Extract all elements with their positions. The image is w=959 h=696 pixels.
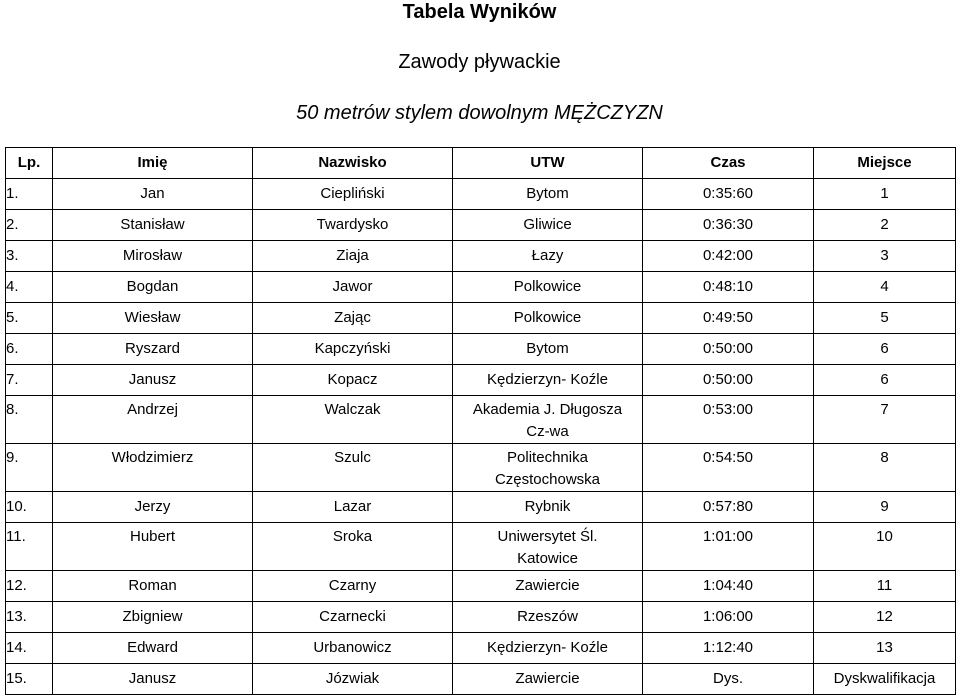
table-row <box>6 334 956 365</box>
cell-imie: Roman <box>53 571 253 602</box>
cell-miejsce: 4 <box>814 272 956 303</box>
cell-nazwisko: Kopacz <box>253 365 453 396</box>
cell-imie: Mirosław <box>53 241 253 272</box>
cell-utw <box>453 633 643 664</box>
results-table <box>5 147 956 695</box>
header-lp: Lp. <box>6 148 53 179</box>
cell-imie: Stanisław <box>53 210 253 241</box>
cell-nazwisko: Zając <box>253 303 453 334</box>
table-row <box>6 179 956 210</box>
cell-miejsce: 2 <box>814 210 956 241</box>
cell-utw-line1: Politechnika <box>507 449 588 466</box>
table-row <box>6 303 956 334</box>
cell-utw-line2: Cz-wa <box>526 423 569 440</box>
cell-utw <box>453 571 643 602</box>
table-row <box>6 272 956 303</box>
table-row <box>6 633 956 664</box>
cell-czas: 0:35:60 <box>643 179 814 210</box>
table-row <box>6 492 956 523</box>
table-row <box>6 396 956 444</box>
cell-utw-line1: Polkowice <box>513 309 582 326</box>
cell-utw <box>453 272 643 303</box>
table-row <box>6 444 956 492</box>
cell-miejsce: 5 <box>814 303 956 334</box>
cell-utw <box>453 334 643 365</box>
cell-miejsce: 9 <box>814 492 956 523</box>
cell-imie: Janusz <box>53 365 253 396</box>
cell-utw <box>453 365 643 396</box>
cell-czas: 0:42:00 <box>643 241 814 272</box>
cell-nazwisko: Jawor <box>253 272 453 303</box>
event-title: 50 metrów stylem dowolnym MĘŻCZYZN <box>296 102 663 124</box>
cell-lp: 11. <box>6 523 53 571</box>
cell-utw-line1: Gliwice <box>523 216 572 233</box>
cell-imie: Jerzy <box>53 492 253 523</box>
cell-utw-line1: Akademia J. Długosza <box>472 401 623 418</box>
cell-utw-line2: Częstochowska <box>494 471 601 488</box>
cell-utw-line1: Zawiercie <box>515 577 580 594</box>
table-row <box>6 571 956 602</box>
cell-imie: Janusz <box>53 664 253 695</box>
table-row <box>6 365 956 396</box>
cell-czas: 1:12:40 <box>643 633 814 664</box>
header-miejsce: Miejsce <box>814 148 956 179</box>
cell-utw-line1: Łazy <box>531 247 564 264</box>
cell-utw <box>453 210 643 241</box>
cell-miejsce: 3 <box>814 241 956 272</box>
table-row <box>6 602 956 633</box>
cell-imie: Bogdan <box>53 272 253 303</box>
cell-miejsce: 11 <box>814 571 956 602</box>
cell-lp: 4. <box>6 272 53 303</box>
cell-utw-line1: Polkowice <box>513 278 582 295</box>
cell-utw-line2: Katowice <box>517 550 578 567</box>
cell-lp: 15. <box>6 664 53 695</box>
cell-utw <box>453 444 643 492</box>
cell-nazwisko: Ciepliński <box>253 179 453 210</box>
results-body <box>6 179 956 695</box>
cell-nazwisko: Czarnecki <box>253 602 453 633</box>
cell-utw-line1: Uniwersytet Śl. <box>497 528 598 545</box>
table-row <box>6 241 956 272</box>
cell-imie: Jan <box>53 179 253 210</box>
cell-nazwisko: Twardysko <box>253 210 453 241</box>
cell-lp: 6. <box>6 334 53 365</box>
cell-miejsce: Dyskwalifikacja <box>814 664 956 695</box>
cell-nazwisko: Czarny <box>253 571 453 602</box>
cell-czas: 0:50:00 <box>643 334 814 365</box>
cell-utw <box>453 396 643 444</box>
cell-nazwisko: Urbanowicz <box>253 633 453 664</box>
cell-utw <box>453 179 643 210</box>
document-subtitle: Zawody pływackie <box>398 51 561 73</box>
cell-miejsce: 1 <box>814 179 956 210</box>
cell-miejsce: 6 <box>814 365 956 396</box>
cell-czas: 0:57:80 <box>643 492 814 523</box>
cell-lp: 9. <box>6 444 53 492</box>
cell-czas: 1:06:00 <box>643 602 814 633</box>
cell-utw-line1: Kędzierzyn- Koźle <box>487 371 608 388</box>
cell-imie: Zbigniew <box>53 602 253 633</box>
cell-utw-line1: Bytom <box>526 340 569 357</box>
cell-czas: 0:36:30 <box>643 210 814 241</box>
cell-imie: Hubert <box>53 523 253 571</box>
cell-lp: 2. <box>6 210 53 241</box>
cell-czas: 1:01:00 <box>643 523 814 571</box>
cell-czas: Dys. <box>643 664 814 695</box>
cell-nazwisko: Szulc <box>253 444 453 492</box>
cell-utw-line1: Kędzierzyn- Koźle <box>487 639 608 656</box>
cell-lp: 10. <box>6 492 53 523</box>
cell-utw <box>453 492 643 523</box>
cell-lp: 12. <box>6 571 53 602</box>
cell-imie: Wiesław <box>53 303 253 334</box>
table-header-row <box>6 148 956 179</box>
cell-imie: Edward <box>53 633 253 664</box>
cell-nazwisko: Józwiak <box>253 664 453 695</box>
cell-lp: 3. <box>6 241 53 272</box>
cell-lp: 7. <box>6 365 53 396</box>
cell-utw <box>453 303 643 334</box>
cell-lp: 1. <box>6 179 53 210</box>
cell-imie: Andrzej <box>53 396 253 444</box>
document-title: Tabela Wyników <box>402 1 557 23</box>
cell-utw <box>453 602 643 633</box>
table-row <box>6 523 956 571</box>
cell-czas: 0:54:50 <box>643 444 814 492</box>
header-utw: UTW <box>453 148 643 179</box>
cell-czas: 1:04:40 <box>643 571 814 602</box>
header-nazwisko: Nazwisko <box>253 148 453 179</box>
cell-miejsce: 8 <box>814 444 956 492</box>
cell-utw <box>453 241 643 272</box>
header-imie: Imię <box>53 148 253 179</box>
cell-miejsce: 13 <box>814 633 956 664</box>
cell-miejsce: 12 <box>814 602 956 633</box>
cell-lp: 14. <box>6 633 53 664</box>
cell-utw <box>453 523 643 571</box>
cell-nazwisko: Kapczyński <box>253 334 453 365</box>
table-row <box>6 210 956 241</box>
cell-miejsce: 6 <box>814 334 956 365</box>
cell-nazwisko: Walczak <box>253 396 453 444</box>
cell-imie: Włodzimierz <box>53 444 253 492</box>
cell-utw-line1: Bytom <box>526 185 569 202</box>
table-row <box>6 664 956 695</box>
cell-utw-line1: Zawiercie <box>515 670 580 687</box>
cell-utw <box>453 664 643 695</box>
cell-czas: 0:50:00 <box>643 365 814 396</box>
cell-imie: Ryszard <box>53 334 253 365</box>
cell-czas: 0:48:10 <box>643 272 814 303</box>
cell-nazwisko: Sroka <box>253 523 453 571</box>
cell-lp: 13. <box>6 602 53 633</box>
cell-utw-line1: Rybnik <box>524 498 571 515</box>
cell-nazwisko: Lazar <box>253 492 453 523</box>
header-czas: Czas <box>643 148 814 179</box>
cell-czas: 0:49:50 <box>643 303 814 334</box>
cell-czas: 0:53:00 <box>643 396 814 444</box>
cell-nazwisko: Ziaja <box>253 241 453 272</box>
cell-miejsce: 10 <box>814 523 956 571</box>
cell-lp: 8. <box>6 396 53 444</box>
cell-miejsce: 7 <box>814 396 956 444</box>
cell-lp: 5. <box>6 303 53 334</box>
cell-utw-line1: Rzeszów <box>517 608 578 625</box>
